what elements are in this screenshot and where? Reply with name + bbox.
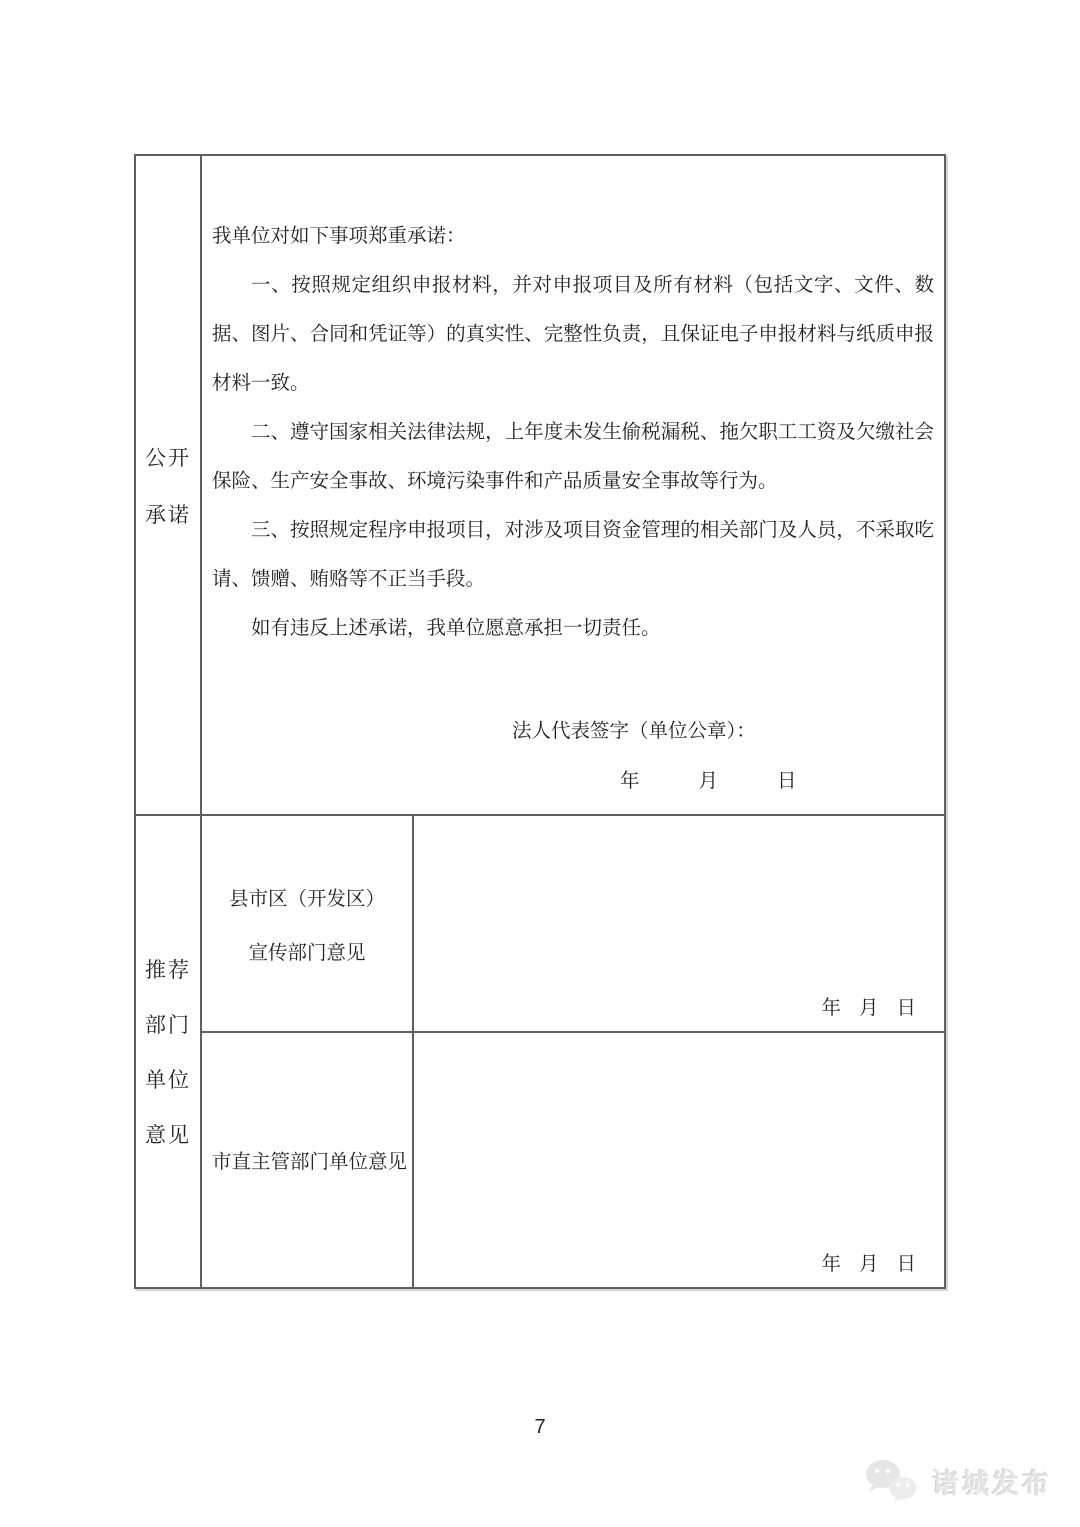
day-label: 日 (777, 771, 797, 792)
recommendation-row-label-line: 推荐 (145, 958, 191, 982)
month-label: 月 (858, 998, 879, 1019)
commitment-paragraph-4: 如有违反上述承诺，我单位愿意承担一切责任。 (251, 618, 661, 639)
publisher-watermark (862, 1458, 1052, 1504)
recommendation-row-label-line: 意见 (145, 1123, 191, 1147)
commitment-paragraph-2: 二、遵守国家相关法律法规，上年度未发生偷税漏税、拖欠职工工资及欠缴社会保险、生产安全事故、环境污染事件和产品质量安全事故等行为。 (212, 422, 934, 492)
day-label: 日 (896, 1254, 916, 1275)
county-opinion-date-line (821, 995, 944, 1031)
commitment-row-label-line: 公开 (145, 445, 191, 470)
commitment-intro: 我单位对如下事项郑重承诺： (212, 226, 466, 247)
county-opinion-label-line: 宣传部门意见 (248, 942, 366, 964)
recommendation-row-label (136, 816, 202, 1287)
city-opinion-date-line (821, 1251, 944, 1287)
year-label: 年 (620, 771, 640, 792)
commitment-date-line (212, 767, 934, 797)
commitment-paragraph-1: 一、按照规定组织申报材料，并对申报项目及所有材料（包括文字、文件、数据、图片、合同和凭证等）的真实性、完整性负责，且保证电子申报材料与纸质申报材料一致。 (212, 275, 934, 394)
city-opinion-signature-area (414, 1033, 944, 1287)
day-label: 日 (896, 998, 916, 1019)
commitment-content-cell (202, 156, 944, 816)
commitment-row-label-line: 承诺 (145, 502, 191, 527)
month-label: 月 (858, 1254, 879, 1275)
month-label: 月 (698, 771, 719, 792)
commitment-paragraph-3: 三、按照规定程序申报项目，对涉及项目资金管理的相关部门及人员，不采取吃请、馈赠、贿赂等不正当手段。 (212, 520, 934, 590)
year-label: 年 (821, 1254, 841, 1275)
commitment-row-label (136, 156, 202, 816)
recommendation-row-label-line: 部门 (145, 1013, 191, 1037)
legal-representative-signature-label: 法人代表签字（单位公章）： (512, 721, 756, 742)
county-opinion-label-line: 县市区（开发区） (228, 888, 385, 910)
recommendation-row-label-line: 单位 (145, 1068, 191, 1092)
page-number: 7 (534, 1416, 546, 1438)
county-propaganda-opinion-label (202, 816, 414, 1033)
application-form-table (134, 154, 946, 1289)
watermark-text: 诸城发布 (932, 1468, 1052, 1499)
year-label: 年 (821, 998, 841, 1019)
wechat-chat-bubbles-icon (862, 1458, 922, 1504)
county-opinion-signature-area (414, 816, 944, 1033)
city-department-opinion-label: 市直主管部门单位意见 (202, 1033, 414, 1287)
